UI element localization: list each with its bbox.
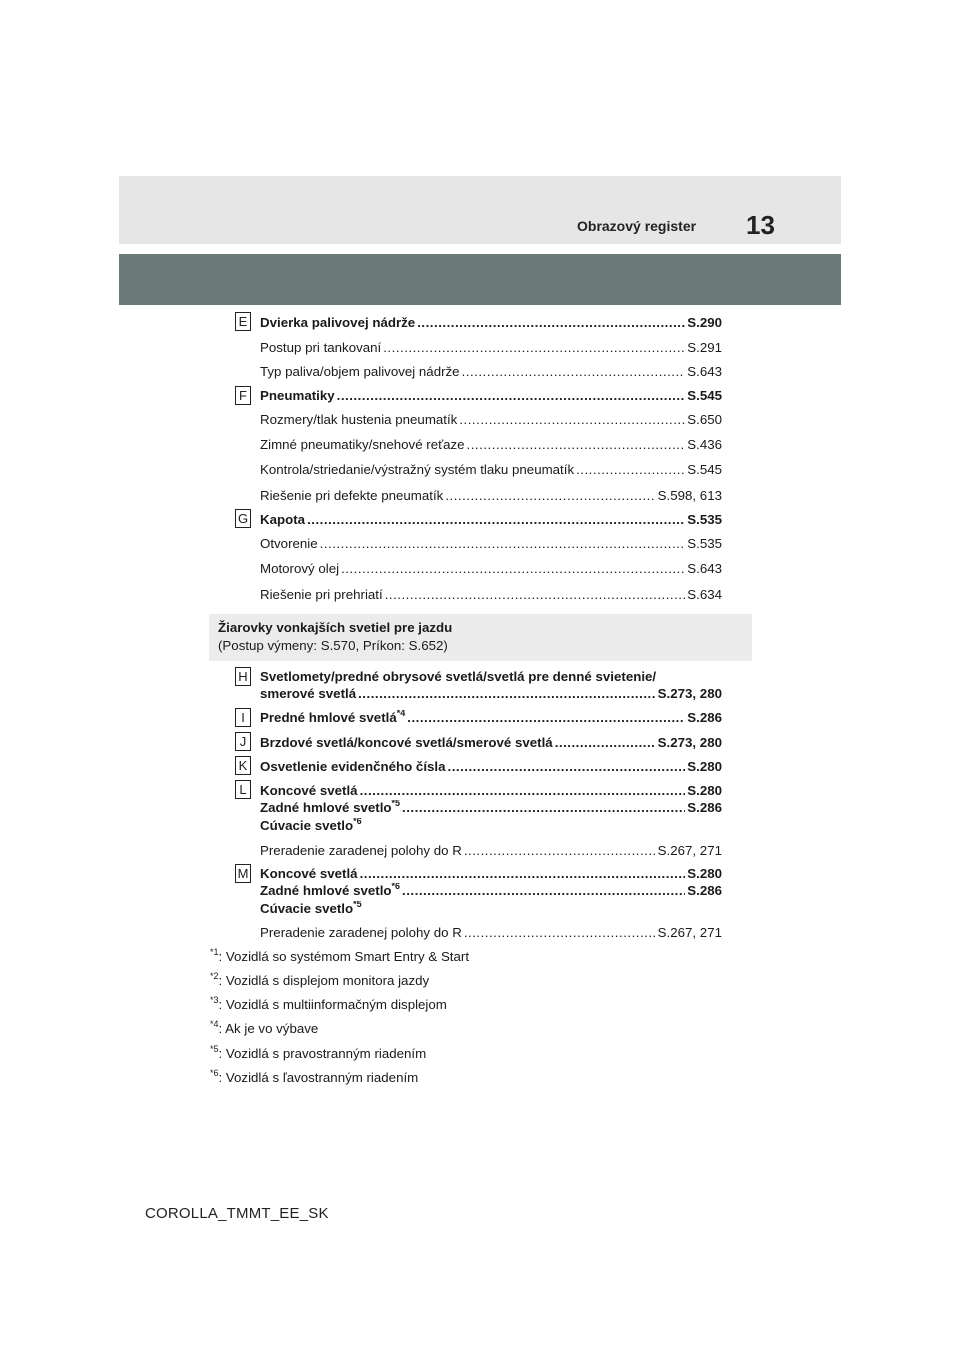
- footnote: [210, 997, 447, 1013]
- entry-label: Preradenie zaradenej polohy do R: [260, 925, 462, 940]
- entry-page: S.634: [687, 587, 722, 602]
- index-entry[interactable]: [260, 710, 722, 726]
- letter-badge-j: J: [235, 732, 251, 751]
- index-subentry[interactable]: [260, 488, 722, 504]
- index-subentry[interactable]: [260, 561, 722, 577]
- index-subentry[interactable]: [260, 364, 722, 380]
- index-subentry[interactable]: [260, 437, 722, 453]
- entry-page: S.643: [687, 364, 722, 379]
- index-entry[interactable]: [260, 759, 722, 775]
- footnote-mark: *6: [353, 818, 362, 826]
- entry-page: S.286: [687, 883, 722, 898]
- entry-label: Osvetlenie evidenčného čísla: [260, 759, 446, 774]
- footnote-text: : Vozidlá so systémom Smart Entry & Start: [218, 949, 470, 964]
- header-dark-band: [119, 254, 841, 305]
- letter-badge-m: M: [235, 864, 251, 883]
- section-title: Obrazový register: [577, 218, 697, 234]
- entry-label: Motorový olej: [260, 561, 340, 576]
- page-number: 13: [746, 210, 775, 240]
- entry-page: S.280: [687, 783, 722, 798]
- letter-badge-l: L: [235, 780, 251, 799]
- entry-page: S.291: [687, 340, 722, 355]
- entry-label: Dvierka palivovej nádrže: [260, 315, 416, 330]
- entry-page: S.545: [687, 388, 722, 403]
- entry-page: S.280: [687, 866, 722, 881]
- footnote-text: : Vozidlá s displejom monitora jazdy: [218, 973, 430, 988]
- index-subentry[interactable]: [260, 340, 722, 356]
- entry-page: S.267, 271: [657, 925, 722, 940]
- footnote-mark: *1: [210, 947, 219, 957]
- footnote-mark: *6: [210, 1068, 219, 1078]
- entry-label: Koncové svetlá: [260, 783, 358, 798]
- footnote: [210, 1046, 426, 1062]
- footnote-mark: *6: [391, 883, 401, 891]
- footnote-text: : Vozidlá s pravostranným riadením: [218, 1046, 427, 1061]
- index-entry[interactable]: [260, 686, 722, 702]
- entry-label: Preradenie zaradenej polohy do R: [260, 843, 462, 858]
- index-entry-line1[interactable]: Svetlomety/predné obrysové svetlá/svetlá pre denné svietenie/: [260, 669, 657, 684]
- entry-page: S.650: [687, 412, 722, 427]
- letter-badge-i: I: [235, 708, 251, 727]
- bulbs-title: Žiarovky vonkajších svetiel pre jazdu: [218, 620, 453, 635]
- document-code: COROLLA_TMMT_EE_SK: [145, 1205, 329, 1222]
- index-entry[interactable]: [260, 901, 722, 917]
- entry-label: Kontrola/striedanie/výstražný systém tlaku pneumatík: [260, 462, 575, 477]
- footnote-text: : Vozidlá s ľavostranným riadením: [218, 1070, 419, 1085]
- index-entry[interactable]: [260, 800, 722, 816]
- entry-label: Pneumatiky: [260, 388, 335, 403]
- entry-page: S.535: [687, 512, 722, 527]
- entry-page: S.286: [687, 800, 722, 815]
- index-subentry[interactable]: [260, 536, 722, 552]
- entry-label: smerové svetlá: [260, 686, 357, 701]
- entry-label: Zadné hmlové svetlo: [260, 800, 392, 815]
- footnote-mark: *5: [353, 901, 362, 909]
- index-subentry[interactable]: [260, 843, 722, 859]
- letter-badge-h: H: [235, 667, 251, 686]
- entry-label: Riešenie pri prehriatí: [260, 587, 383, 602]
- entry-label: Cúvacie svetlo: [260, 901, 354, 916]
- footnote-mark: *4: [210, 1019, 219, 1029]
- index-entry[interactable]: [260, 512, 722, 528]
- entry-label: Typ paliva/objem palivovej nádrže: [260, 364, 460, 379]
- entry-page: S.267, 271: [657, 843, 722, 858]
- entry-label: Brzdové svetlá/koncové svetlá/smerové svetlá: [260, 735, 553, 750]
- footnote-mark: *4: [396, 710, 406, 718]
- entry-label: Rozmery/tlak hustenia pneumatík: [260, 412, 458, 427]
- index-subentry[interactable]: [260, 925, 722, 941]
- footnote-mark: *5: [391, 800, 401, 808]
- letter-badge-g: G: [235, 509, 251, 528]
- bulbs-subtitle: (Postup výmeny: S.570, Príkon: S.652): [218, 638, 448, 653]
- entry-page: S.273, 280: [657, 686, 722, 701]
- entry-label: Zimné pneumatiky/snehové reťaze: [260, 437, 465, 452]
- entry-page: S.286: [687, 710, 722, 725]
- entry-label: Cúvacie svetlo: [260, 818, 354, 833]
- index-entry[interactable]: [260, 388, 722, 404]
- footnote: [210, 1021, 318, 1037]
- footnote-text: : Vozidlá s multiinformačným displejom: [218, 997, 447, 1012]
- entry-label: Otvorenie: [260, 536, 318, 551]
- index-entry[interactable]: [260, 735, 722, 751]
- entry-page: S.280: [687, 759, 722, 774]
- entry-label: Postup pri tankovaní: [260, 340, 382, 355]
- entry-label: Predné hmlové svetlá: [260, 710, 397, 725]
- index-subentry[interactable]: [260, 462, 722, 478]
- entry-label: Kapota: [260, 512, 306, 527]
- header-band: [119, 176, 841, 244]
- entry-label: Riešenie pri defekte pneumatík: [260, 488, 444, 503]
- entry-page: S.598, 613: [657, 488, 722, 503]
- letter-badge-e: E: [235, 312, 251, 331]
- footnote: [210, 949, 469, 965]
- entry-page: S.545: [687, 462, 722, 477]
- entry-page: S.643: [687, 561, 722, 576]
- entry-page: S.273, 280: [657, 735, 722, 750]
- index-entry[interactable]: [260, 783, 722, 799]
- entry-label: Zadné hmlové svetlo: [260, 883, 392, 898]
- index-entry[interactable]: [260, 883, 722, 899]
- entry-page: S.535: [687, 536, 722, 551]
- index-subentry[interactable]: [260, 412, 722, 428]
- index-entry[interactable]: [260, 866, 722, 882]
- entry-label: Koncové svetlá: [260, 866, 358, 881]
- index-entry[interactable]: [260, 315, 722, 331]
- index-subentry[interactable]: [260, 587, 722, 603]
- footnote: [210, 1070, 418, 1086]
- entry-page: S.436: [687, 437, 722, 452]
- entry-page: S.290: [687, 315, 722, 330]
- letter-badge-k: K: [235, 756, 251, 775]
- letter-badge-f: F: [235, 386, 251, 405]
- footnote-mark: *5: [210, 1044, 219, 1054]
- footnote-mark: *2: [210, 971, 219, 981]
- footnote-text: : Ak je vo výbave: [218, 1021, 319, 1036]
- footnote: [210, 973, 429, 989]
- footnote-mark: *3: [210, 995, 219, 1005]
- index-entry[interactable]: [260, 818, 722, 834]
